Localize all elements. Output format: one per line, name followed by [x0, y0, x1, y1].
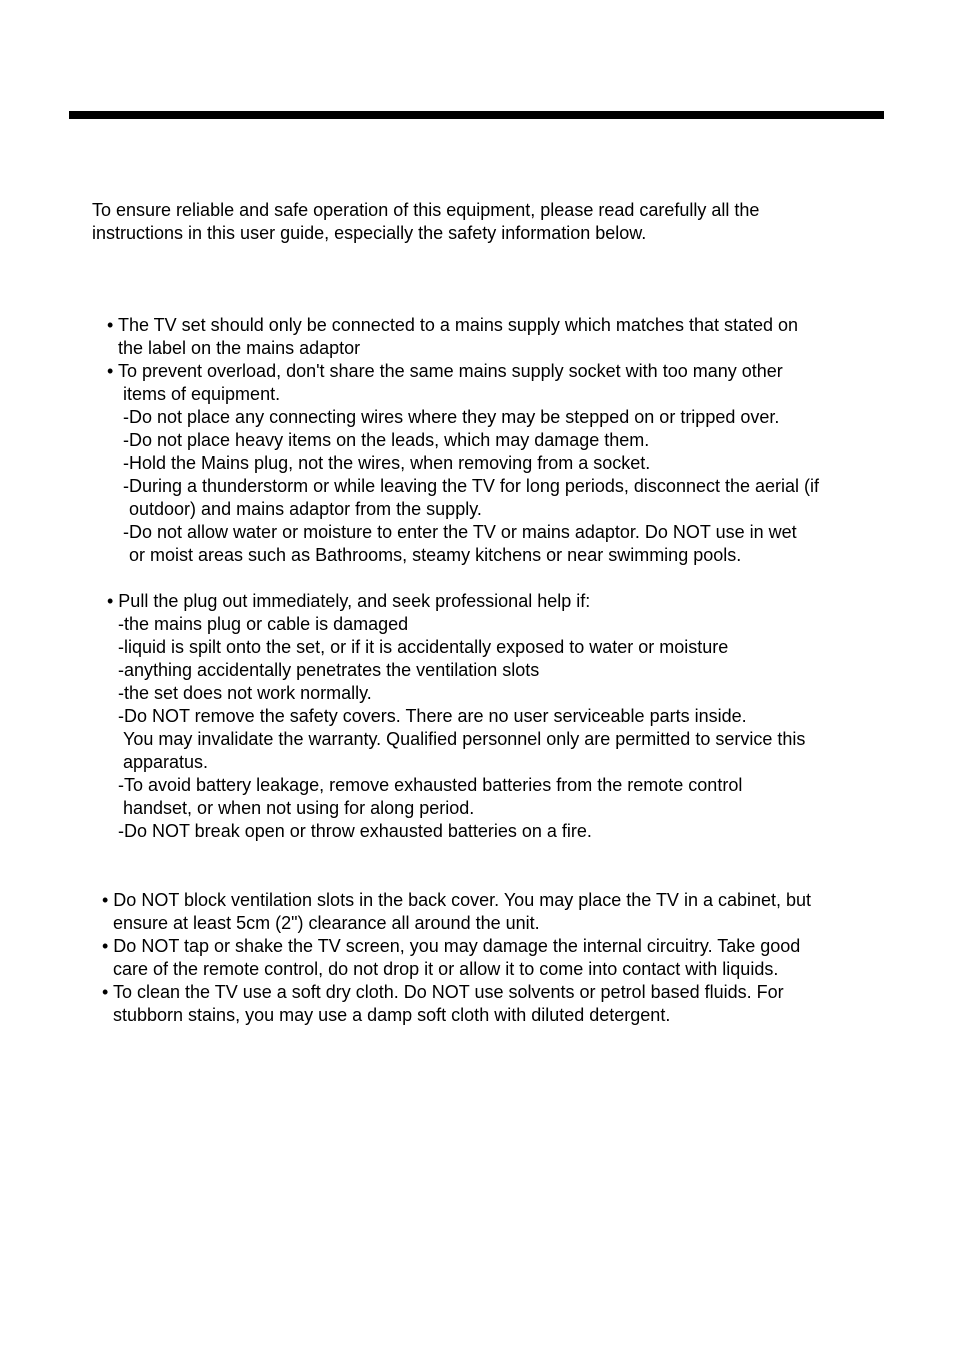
bullet-item: • The TV set should only be connected to a mains supply which matches that stated on	[107, 315, 799, 335]
bullet-continuation: stubborn stains, you may use a damp soft cloth with diluted detergent.	[113, 1005, 671, 1025]
bullet-item: • Do NOT block ventilation slots in the back cover. You may place the TV in a cabinet, but	[102, 890, 812, 910]
sub-item: -anything accidentally penetrates the ventilation slots	[118, 660, 540, 680]
intro-line: instructions in this user guide, especially the safety information below.	[92, 223, 647, 243]
sub-item: -the mains plug or cable is damaged	[118, 614, 409, 634]
intro-line: To ensure reliable and safe operation of this equipment, please read carefully all the	[92, 200, 760, 220]
bullet-item: • Do NOT tap or shake the TV screen, you may damage the internal circuitry. Take good	[102, 936, 801, 956]
header-rule	[69, 111, 884, 119]
sub-item: -the set does not work normally.	[118, 683, 372, 703]
bullet-item: • To clean the TV use a soft dry cloth. Do NOT use solvents or petrol based fluids. For	[102, 982, 784, 1002]
bullet-continuation: the label on the mains adaptor	[118, 338, 361, 358]
sub-item: -To avoid battery leakage, remove exhausted batteries from the remote control	[118, 775, 743, 795]
sub-item-continuation: outdoor) and mains adaptor from the supply.	[129, 499, 482, 519]
sub-item: -Do not allow water or moisture to enter the TV or mains adaptor. Do NOT use in wet	[123, 522, 797, 542]
sub-item-continuation: handset, or when not using for along period.	[123, 798, 475, 818]
bullet-item: • Pull the plug out immediately, and seek professional help if:	[107, 591, 591, 611]
sub-item: -Hold the Mains plug, not the wires, when removing from a socket.	[123, 453, 651, 473]
bullet-continuation: ensure at least 5cm (2") clearance all around the unit.	[113, 913, 540, 933]
sub-item: -Do not place heavy items on the leads, which may damage them.	[123, 430, 650, 450]
sub-item-continuation: You may invalidate the warranty. Qualified personnel only are permitted to service this	[123, 729, 806, 749]
bullet-continuation: items of equipment.	[123, 384, 281, 404]
sub-item: -During a thunderstorm or while leaving the TV for long periods, disconnect the aerial (if	[123, 476, 820, 496]
sub-item-continuation: or moist areas such as Bathrooms, steamy kitchens or near swimming pools.	[129, 545, 742, 565]
sub-item-continuation: apparatus.	[123, 752, 209, 772]
bullet-continuation: care of the remote control, do not drop it or allow it to come into contact with liquids.	[113, 959, 779, 979]
sub-item: -Do NOT remove the safety covers. There are no user serviceable parts inside.	[118, 706, 747, 726]
sub-item: -Do NOT break open or throw exhausted batteries on a fire.	[118, 821, 592, 841]
sub-item: -liquid is spilt onto the set, or if it is accidentally exposed to water or moisture	[118, 637, 729, 657]
bullet-item: • To prevent overload, don't share the same mains supply socket with too many other	[107, 361, 783, 381]
sub-item: -Do not place any connecting wires where they may be stepped on or tripped over.	[123, 407, 780, 427]
